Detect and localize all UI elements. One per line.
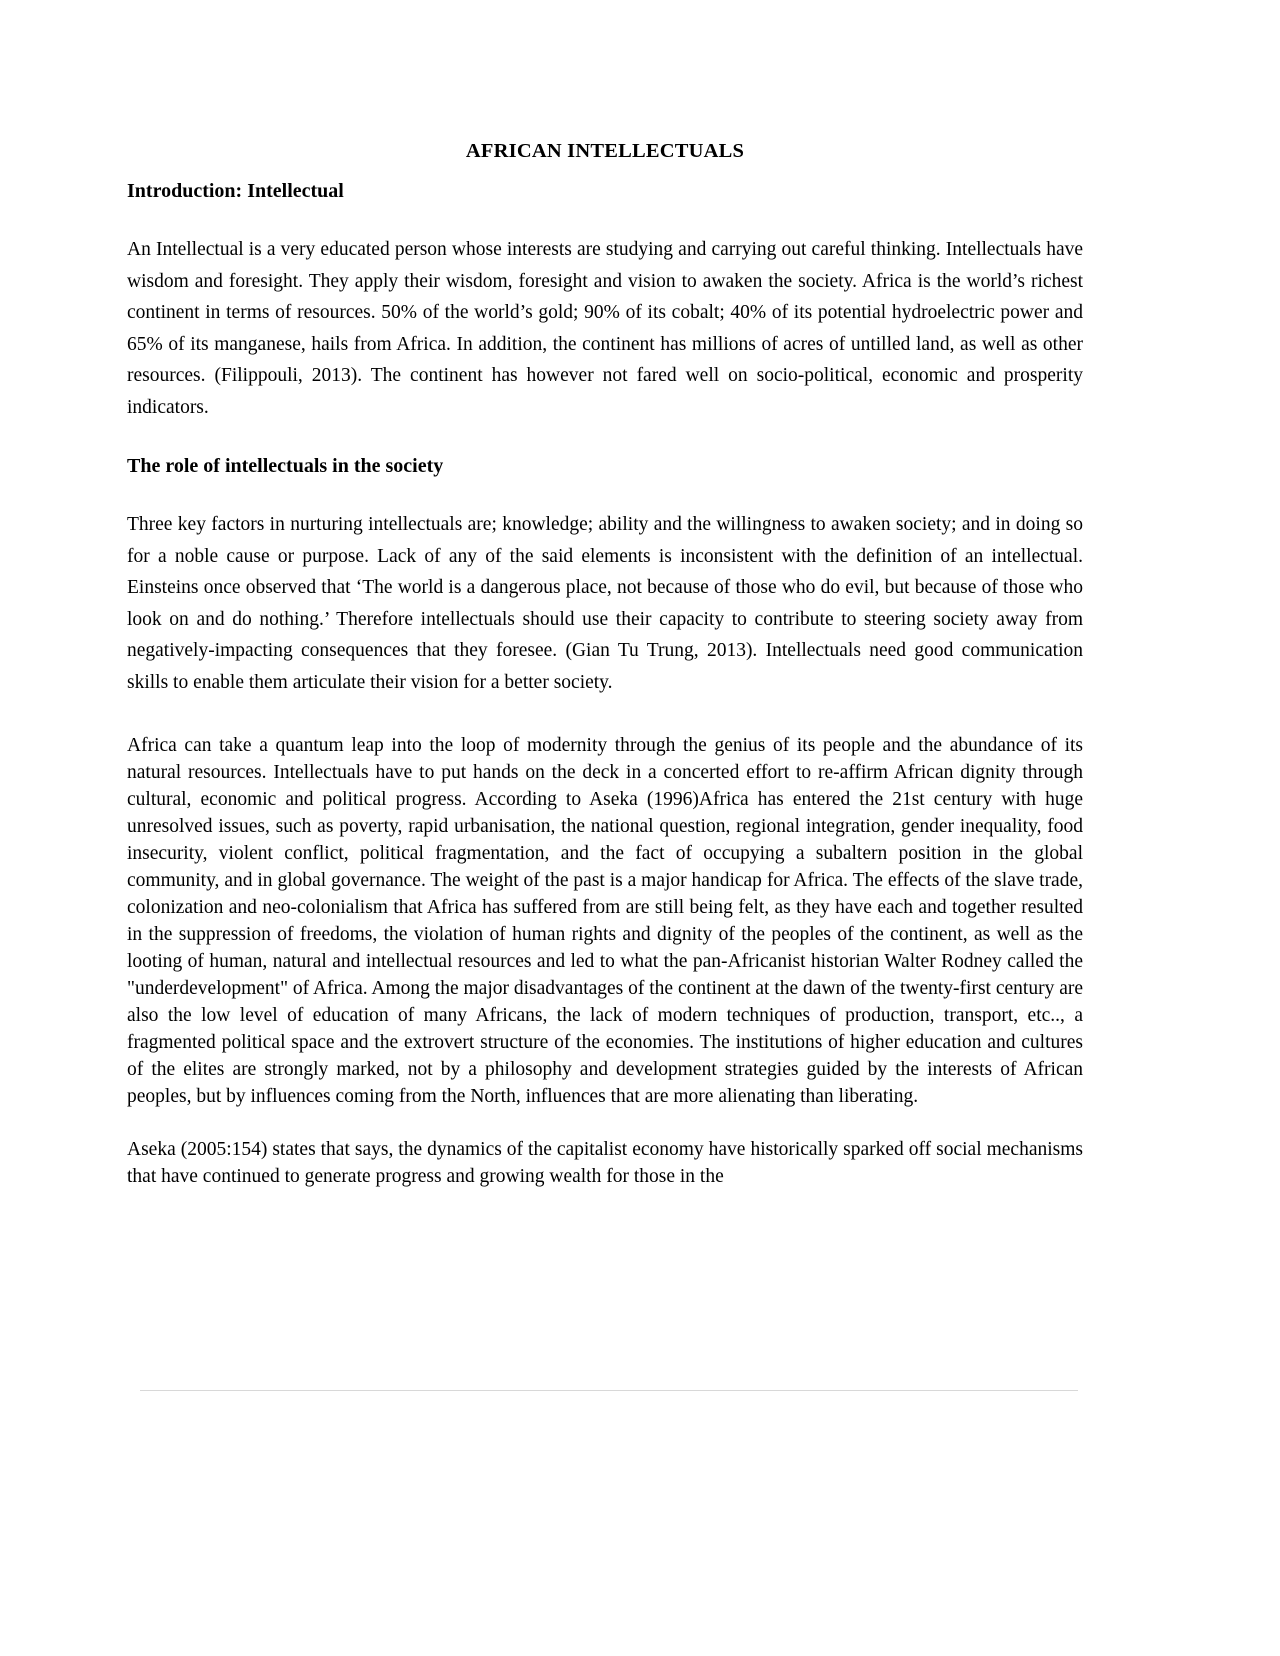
spacer <box>127 214 1083 234</box>
paragraph-quantum-leap: Africa can take a quantum leap into the loop of modernity through the genius of its people and the abundance of its natural resources. Intellectuals have to put hands on the deck in a concerted effort to re-affirm African dignity through cultural, economic and political progress. According to Aseka (1996)Africa has entered the 21st century with huge unresolved issues, such as poverty, rapid urbanisation, the national question, regional integration, gender inequality, food insecurity, violent conflict, political fragmentation, and the fact of occupying a subaltern position in the global community, and in global governance. The weight of the past is a major handicap for Africa. The effects of the slave trade, colonization and neo-colonialism that Africa has suffered from are still being felt, as they have each and together resulted in the suppression of freedoms, the violation of human rights and dignity of the peoples of the continent, as well as the looting of human, natural and intellectual resources and led to what the pan-Africanist historian Walter Rodney called the "underdevelopment" of Africa. Among the major disadvantages of the continent at the dawn of the twenty-first century are also the low level of education of many Africans, the lack of modern techniques of production, transport, etc.., a fragmented political space and the extrovert structure of the economies. The institutions of higher education and cultures of the elites are strongly marked, not by a philosophy and development strategies guided by the interests of African peoples, but by influences coming from the North, influences that are more alienating than liberating. <box>127 735 1083 1107</box>
document-body <box>127 138 1083 1190</box>
spacer <box>127 489 1083 509</box>
spacer <box>127 698 1083 732</box>
spacer <box>127 1110 1083 1136</box>
paragraph-aseka-capitalist-economy: Aseka (2005:154) states that says, the dynamics of the capitalist economy have historically sparked off social mechanisms that have continued to generate progress and growing wealth for those in the <box>127 1139 1083 1187</box>
paragraph-three-key-factors: Three key factors in nurturing intellectuals are; knowledge; ability and the willingness to awaken society; and in doing so for a noble cause or purpose. Lack of any of the said elements is inconsistent with the definition of an intellectual. Einsteins once observed that ‘The world is a dangerous place, not because of those who do evil, but because of those who look on and do nothing.’ Therefore intellectuals should use their capacity to contribute to steering society away from negatively-impacting consequences that they foresee. (Gian Tu Trung, 2013). Intellectuals need good communication skills to enable them articulate their vision for a better society. <box>127 514 1083 693</box>
spacer <box>127 423 1083 453</box>
section-heading-introduction: Introduction: Intellectual <box>127 180 344 202</box>
page-title: AFRICAN INTELLECTUALS <box>465 140 745 162</box>
paragraph-intellectual-definition: An Intellectual is a very educated person whose interests are studying and carrying out careful thinking. Intellectuals have wisdom and foresight. They apply their wisdom, foresight and vision to awaken the society. Africa is the world’s richest continent in terms of resources. 50% of the world’s gold; 90% of its cobalt; 40% of its potential hydroelectric power and 65% of its manganese, hails from Africa. In addition, the continent has millions of acres of untilled land, as well as other resources. (Filippouli, 2013). The continent has however not fared well on socio-political, economic and prosperity indicators. <box>127 239 1083 418</box>
section-heading-role: The role of intellectuals in the society <box>127 455 444 477</box>
footer-divider <box>140 1390 1078 1391</box>
